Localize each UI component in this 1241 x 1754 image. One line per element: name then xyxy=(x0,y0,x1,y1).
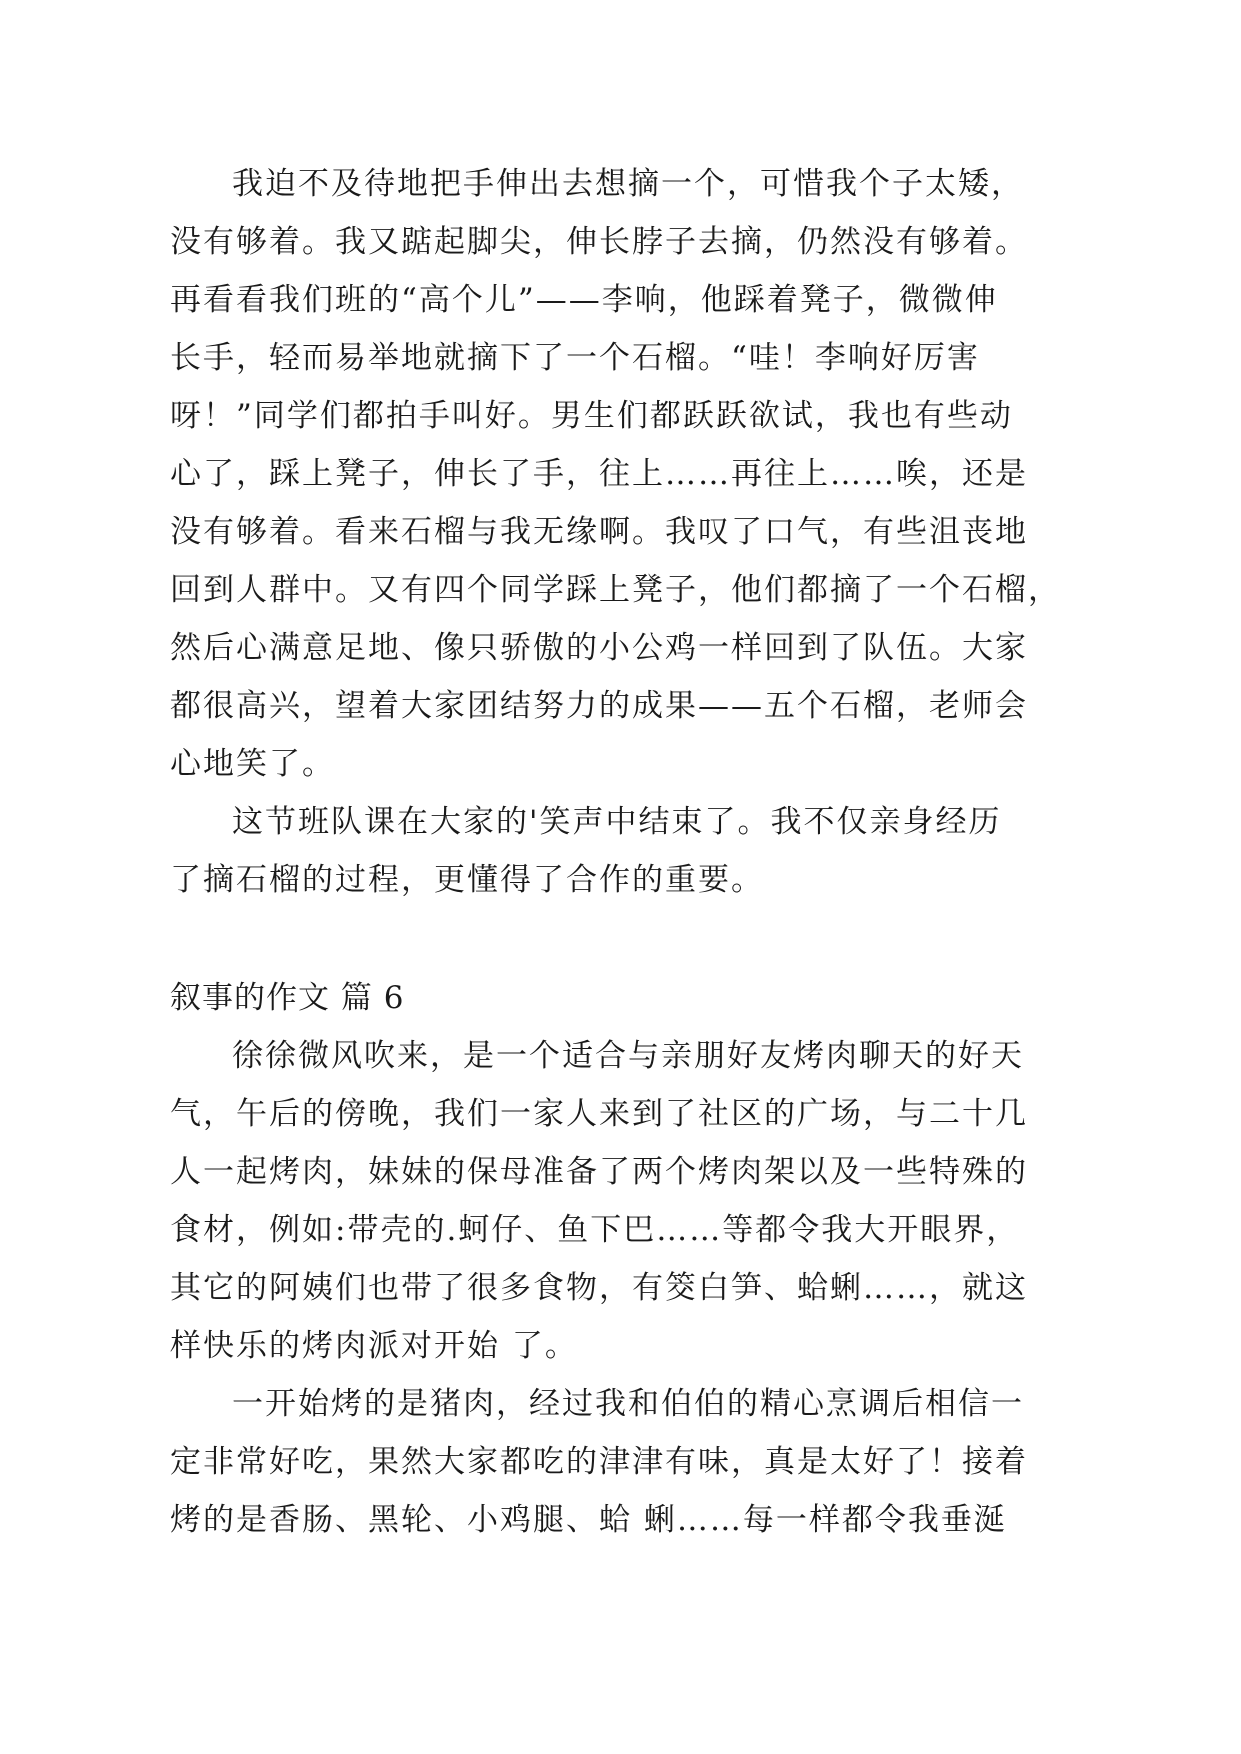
text-line-content: 定非常好吃，果然大家都吃的津津有味，真是太好了！接着 xyxy=(170,1444,1028,1480)
text-line xyxy=(0,676,1241,736)
text-line xyxy=(0,154,1241,214)
text-line-content: 样快乐的烤肉派对开始 了。 xyxy=(170,1328,578,1364)
text-line xyxy=(0,386,1241,446)
text-line xyxy=(0,212,1241,272)
text-line-content: 气，午后的傍晚，我们一家人来到了社区的广场，与二十几 xyxy=(170,1096,1028,1132)
text-line xyxy=(0,1316,1241,1376)
text-line-content: 烤的是香肠、黑轮、小鸡腿、蛤 蜊……每一样都令我垂涎 xyxy=(170,1502,1007,1538)
text-line-content: 了摘石榴的过程，更懂得了合作的重要。 xyxy=(170,862,764,898)
text-line xyxy=(0,328,1241,388)
text-line xyxy=(0,270,1241,330)
text-line-content: 没有够着。我又踮起脚尖，伸长脖子去摘，仍然没有够着。 xyxy=(170,224,1028,260)
text-line xyxy=(0,1258,1241,1318)
text-line xyxy=(0,1084,1241,1144)
text-line xyxy=(0,734,1241,794)
text-line-content: 其它的阿姨们也带了很多食物，有筊白笋、蛤蜊……，就这 xyxy=(170,1270,1028,1306)
text-line xyxy=(0,444,1241,504)
text-line xyxy=(0,1200,1241,1260)
text-line-content: 心了，踩上凳子，伸长了手，往上……再往上……唉，还是 xyxy=(170,456,1028,492)
text-line-content: 然后心满意足地、像只骄傲的小公鸡一样回到了队伍。大家 xyxy=(170,630,1028,666)
text-line xyxy=(0,1374,1241,1434)
text-line-content: 长手，轻而易举地就摘下了一个石榴。“哇！李响好厉害 xyxy=(170,340,980,376)
text-line-content: 徐徐微风吹来，是一个适合与亲朋好友烤肉聊天的好天 xyxy=(232,1038,1024,1074)
text-line-content: 心地笑了。 xyxy=(170,746,335,782)
section-heading-text: 叙事的作文 篇 6 xyxy=(170,980,405,1016)
text-line-content: 再看看我们班的“高个儿”——李响，他踩着凳子，微微伸 xyxy=(170,282,998,318)
text-line-content: 这节班队课在大家的'笑声中结束了。我不仅亲身经历 xyxy=(232,804,1002,840)
text-line xyxy=(0,1142,1241,1202)
text-line xyxy=(0,792,1241,852)
text-line xyxy=(0,850,1241,910)
text-line-content: 我迫不及待地把手伸出去想摘一个，可惜我个子太矮， xyxy=(232,166,1024,202)
text-line-content: 食材，例如:带壳的.蚵仔、鱼下巴……等都令我大开眼界， xyxy=(170,1212,1020,1248)
text-line-content: 没有够着。看来石榴与我无缘啊。我叹了口气，有些沮丧地 xyxy=(170,514,1028,550)
section-heading xyxy=(0,968,1241,1028)
text-line xyxy=(0,1490,1241,1550)
text-line xyxy=(0,502,1241,562)
text-line xyxy=(0,1026,1241,1086)
text-line xyxy=(0,560,1241,620)
text-line-content: 一开始烤的是猪肉，经过我和伯伯的精心烹调后相信一 xyxy=(232,1386,1024,1422)
text-line xyxy=(0,1432,1241,1492)
text-line xyxy=(0,618,1241,678)
text-line-content: 人一起烤肉，妹妹的保母准备了两个烤肉架以及一些特殊的 xyxy=(170,1154,1028,1190)
text-line-content: 呀！”同学们都拍手叫好。男生们都跃跃欲试，我也有些动 xyxy=(170,398,1013,434)
text-line-content: 都很高兴，望着大家团结努力的成果——五个石榴，老师会 xyxy=(170,688,1028,724)
text-line-content: 回到人群中。又有四个同学踩上凳子，他们都摘了一个石榴， xyxy=(170,572,1061,608)
